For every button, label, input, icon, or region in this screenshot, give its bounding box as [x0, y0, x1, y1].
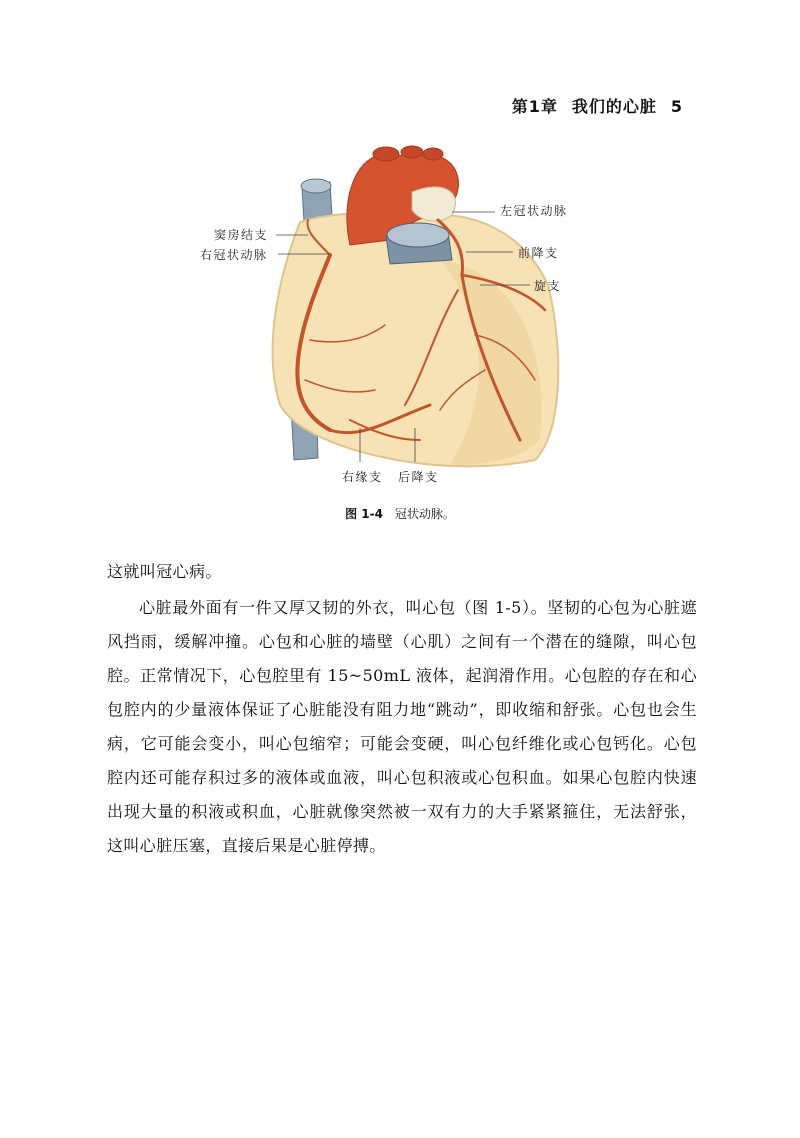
aorta-branch [423, 148, 443, 160]
running-header [0, 94, 683, 117]
figure-caption [0, 505, 800, 522]
label-anterior-descending: 前降支 [518, 246, 559, 260]
figure-caption-text: 冠状动脉。 [394, 507, 455, 521]
heart-figure [190, 140, 610, 500]
label-posterior-descending: 后降支 [398, 470, 439, 484]
page-number: 5 [670, 97, 683, 116]
label-sinus-node-branch: 窦房结支 [214, 228, 269, 242]
body-text [107, 555, 697, 863]
figure-number: 图 1-4 [345, 507, 383, 521]
label-circumflex: 旋支 [534, 279, 562, 293]
vena-cava-opening [301, 179, 331, 193]
label-left-coronary: 左冠状动脉 [500, 204, 568, 218]
left-atrial-appendage [412, 187, 456, 221]
aorta-branch [373, 147, 399, 161]
paragraph-continuation: 这就叫冠心病。 [107, 562, 222, 581]
aorta-branch [401, 146, 423, 158]
label-right-coronary: 右冠状动脉 [200, 248, 268, 262]
chapter-title: 我们的心脏 [571, 97, 657, 116]
chapter-number: 第1章 [511, 97, 558, 116]
pulmonary-valve [387, 223, 449, 247]
label-right-marginal: 右缘支 [342, 470, 383, 484]
heart-illustration [190, 140, 610, 500]
paragraph: 心脏最外面有一件又厚又韧的外衣，叫心包（图 1-5）。坚韧的心包为心脏遮风挡雨，缓解冲撞。心包和心脏的墙壁（心肌）之间有一个潜在的缝隙，叫心包腔。正常情况下，心包腔里有 15~50mL 液体，起润滑作用。心包腔的存在和心包腔内的少量液体保证了心脏能没有阻力地“跳动”，即收缩和舒张。心包也会生病，它可能会变小，叫心包缩窄；可能会变硬，叫心包纤维化或心包钙化。心包腔内还可能存积过多的液体或血液，叫心包积液或心包积血。如果心包腔内快速出现大量的积液或积血，心脏就像突然被一双有力的大手紧紧箍住，无法舒张，这叫心脏压塞，直接后果是心脏停搏。 [107, 598, 697, 855]
